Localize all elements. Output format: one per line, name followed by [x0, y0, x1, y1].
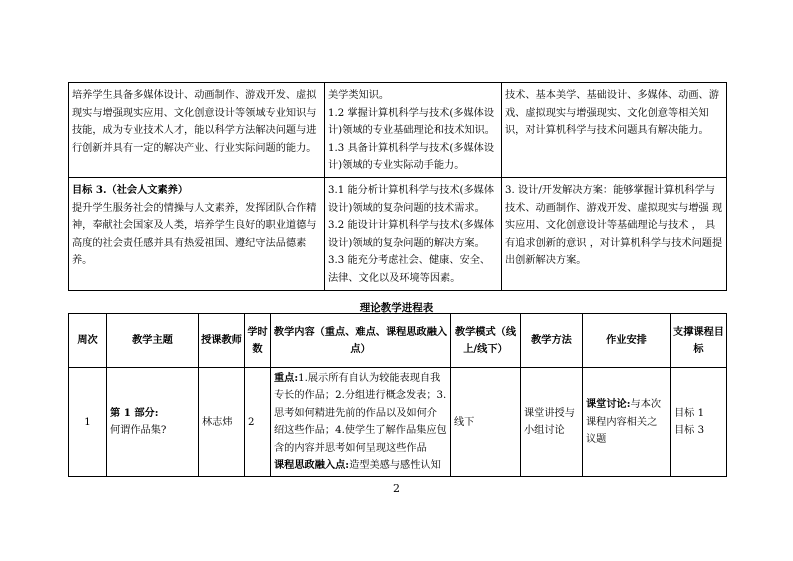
- week-cell: 1: [69, 368, 107, 477]
- homework-label: 课堂讨论:: [586, 398, 631, 411]
- schedule-caption: 理论教学进程表: [359, 302, 434, 314]
- header-topic: 教学主题: [107, 314, 199, 368]
- objective-2-description: [69, 83, 325, 178]
- content-cell: [271, 368, 451, 477]
- topic-title: 何谓作品集?: [110, 425, 167, 437]
- goal-1: 目标 1: [674, 407, 705, 419]
- graduation-requirement-row1: [502, 83, 727, 178]
- objectives-table: [68, 82, 727, 291]
- teaching-schedule-table: [68, 313, 727, 477]
- goals-cell: [671, 368, 727, 477]
- indicator-1-3: 1.3 具备计算机科学与技术(多媒体设计)领域的专业实际动手能力。: [328, 142, 495, 172]
- graduation-requirement-3-text: 3. 设计/开发解决方案：能够掌握计算机科学与技术、动画制作、游戏开发、虚拟现实与增强 现实应用、文化创意设计等基础理论与技术 ， 具有追求创新的意识 ，对计算机科学与技术问题提出创新解决方案。: [505, 184, 723, 267]
- indicator-cell-row1: [325, 83, 502, 178]
- homework-cell: [583, 368, 671, 477]
- indicator-3-3: 3.3 能充分考虑社会、健康、安全、法律、文化以及环境等因素。: [328, 255, 491, 284]
- objective-2-text: 培养学生具备多媒体设计、动画制作、游戏开发、虚拟现实与增强现实应用、文化创意设计等领域专业知识与技能，成为专业技术人才，能以科学方法解决问题与进行创新并具有一定的解决产业、行业实际问题的能力。: [72, 90, 317, 154]
- topic-part-label: 第 1 部分:: [110, 406, 159, 419]
- header-teacher: 授课教师: [199, 314, 245, 368]
- key-points-label: 重点:: [274, 372, 299, 384]
- method-cell: 课堂讲授与小组讨论: [521, 368, 583, 477]
- indicator-3-2: 3.2 能设计计算机科学与技术(多媒体设计)领域的复杂问题的解决方案。: [328, 220, 495, 249]
- schedule-header-row: [69, 314, 727, 368]
- header-hours: 学时数: [245, 314, 271, 368]
- objectives-row-1: [69, 83, 727, 178]
- teacher-cell: 林志炜: [199, 368, 245, 477]
- indicator-text: 美学类知识。: [328, 90, 390, 101]
- mode-cell: 线下: [451, 368, 521, 477]
- homework-text: 与本次课程内容相关之议题: [586, 399, 662, 445]
- schedule-row-week-1: [69, 368, 727, 477]
- hours-cell: 2: [245, 368, 271, 477]
- header-week: 周次: [69, 314, 107, 368]
- header-content: 教学内容（重点、难点、课程思政融入点）: [271, 314, 451, 368]
- indicator-cell-row2: [325, 177, 502, 290]
- topic-cell: [107, 368, 199, 477]
- header-goals: 支撑课程目标: [671, 314, 727, 368]
- graduation-requirement-row2: [502, 177, 727, 290]
- header-mode: 教学模式（线上/线下）: [451, 314, 521, 368]
- objective-3-heading: 目标 3.（社会人文素养）: [72, 183, 189, 196]
- ideology-text: 造型美感与感性认知: [349, 460, 441, 472]
- goal-3: 目标 3: [674, 425, 705, 437]
- indicator-3-1: 3.1 能分析计算机科学与技术(多媒体设计)领域的复杂问题的技术需求。: [328, 184, 495, 214]
- key-points-text: 1.展示所有自认为较能表现自我专长的作品；2.分组进行概念发表；3.思考如何精进先前的作品以及如何介绍这些作品；4.使学生了解作品集应包含的内容并思考如何呈现这些作品: [274, 373, 447, 454]
- ideology-label: 课程思政融入点:: [274, 459, 350, 472]
- graduation-requirement-text: 技术、基本美学、基础设计、多媒体、动画、游戏、虚拟现实与增强现实、文化创意等相关知识，对计算机科学与技术问题具有解决能力。: [505, 90, 719, 137]
- page-number: 2: [393, 482, 400, 495]
- indicator-1-2: 1.2 掌握计算机科学与技术(多媒体设计)领域的专业基础理论和技术知识。: [328, 107, 495, 137]
- header-homework: 作业安排: [583, 314, 671, 368]
- header-method: 教学方法: [521, 314, 583, 368]
- objective-3-text: 提升学生服务社会的情操与人文素养，发挥团队合作精神，奉献社会国家及人类，培养学生良好的职业道德与高度的社会责任感并具有热爱祖国、遵纪守法品德素养。: [72, 202, 317, 267]
- objectives-row-2: [69, 177, 727, 290]
- objective-3-description: [69, 177, 325, 290]
